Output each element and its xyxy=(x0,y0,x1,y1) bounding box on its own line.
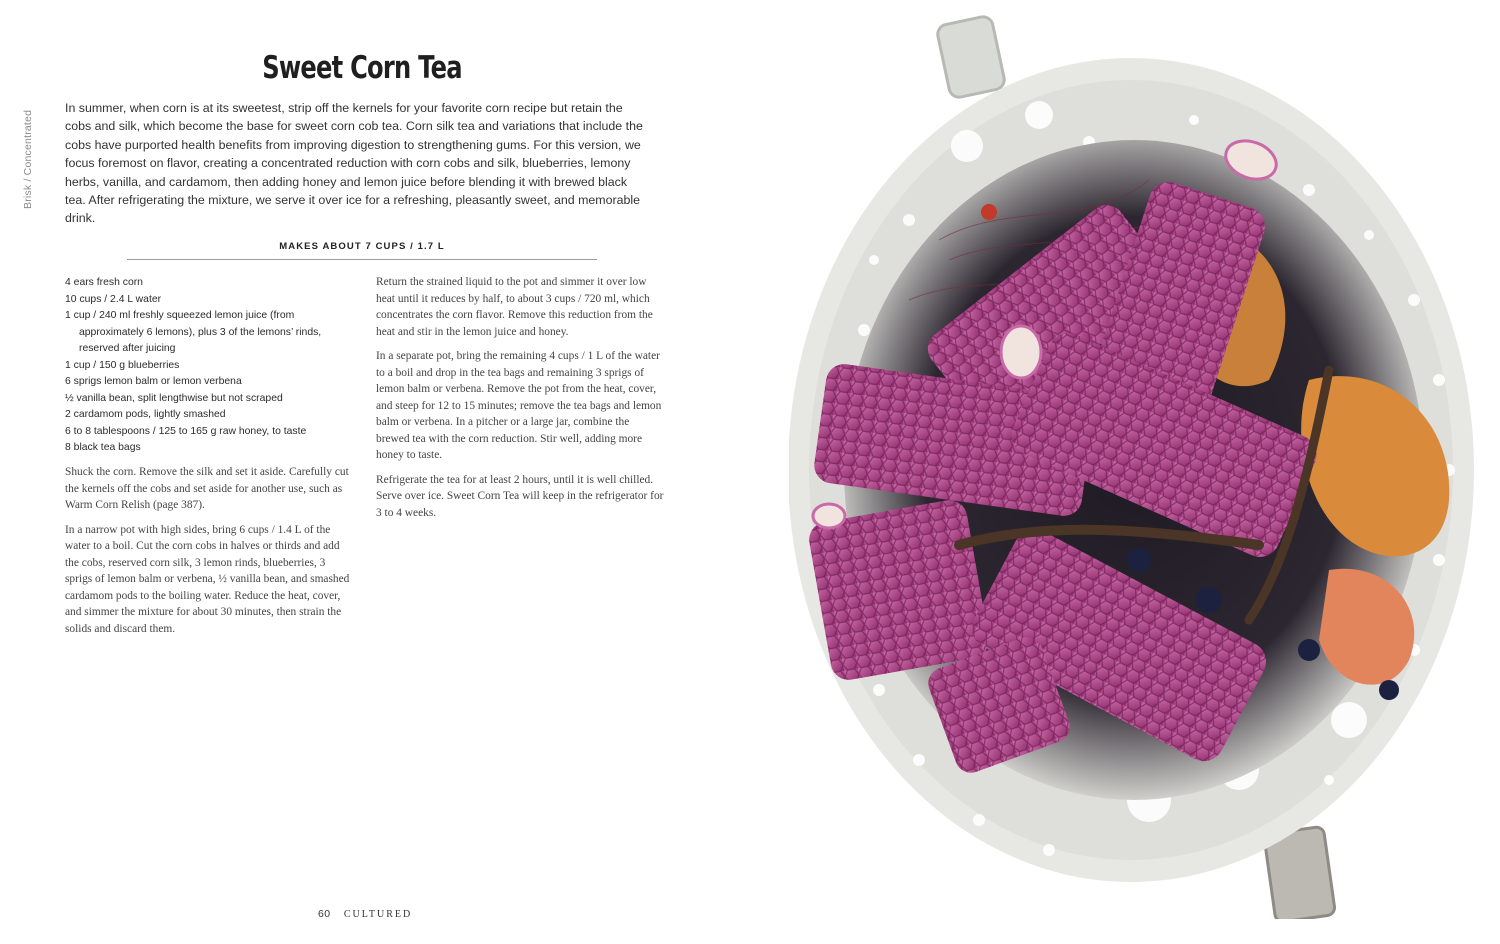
ingredient-list xyxy=(65,275,355,457)
colander-illustration xyxy=(789,0,1500,919)
ingredient-item: 1 cup / 150 g blueberries xyxy=(65,359,180,371)
yield-divider xyxy=(127,259,597,260)
method-column-right xyxy=(376,274,664,529)
ingredient-item: 6 to 8 tablespoons / 125 to 165 g raw honey, to taste xyxy=(65,425,307,437)
ingredient-item: 10 cups / 2.4 L water xyxy=(65,293,162,305)
method-step: In a narrow pot with high sides, bring 6 cups / 1.4 L of the water to a boil. Cut the corn cobs in halves or thirds and add the cobs, reserved corn silk, 3 lemon rinds, blueberries, 3 sprigs of lemon balm or verbena, ½ vanilla bean, and smashed cardamom pods to the boiling water. Reduce the heat, cover, and simmer the mixture for about 30 minutes, then strain the solids and discard them. xyxy=(65,523,350,635)
page-footer xyxy=(318,908,412,920)
recipe-photo xyxy=(789,0,1500,919)
ingredient-item: ½ vanilla bean, split lengthwise but not scraped xyxy=(65,392,283,404)
method-step: Refrigerate the tea for at least 2 hours, until it is well chilled. Serve over ice. Sweet Corn Tea will keep in the refrigerator for 3 to 4 weeks. xyxy=(376,473,664,519)
side-tab xyxy=(22,104,36,209)
page-number: 60 xyxy=(318,908,331,920)
method-column-left xyxy=(65,464,355,645)
method-step: Return the strained liquid to the pot and simmer it over low heat until it reduces by half, to about 3 cups / 720 ml, which concentrates the corn flavor. Remove this reduction from the heat and stir in the lemon juice and honey. xyxy=(376,276,653,338)
ingredient-item: 8 black tea bags xyxy=(65,442,141,453)
ingredient-item: 6 sprigs lemon balm or lemon verbena xyxy=(65,376,242,387)
ingredient-item: 1 cup / 240 ml freshly squeezed lemon juice (from approximately 6 lemons), plus 3 of the lemons’ rinds, reserved after juicing xyxy=(65,310,322,354)
recipe-intro: In summer, when corn is at its sweetest, strip off the kernels for your favorite corn recipe but retain the cobs and silk, which become the base for sweet corn cob tea. Corn silk tea and variations that include the cobs have purported health benefits from improving digestion to strengthening gums. For this version, we focus foremost on flavor, creating a concentrated reduction with corn cobs and silk, blueberries, lemony herbs, vanilla, and cardamom, then adding honey and lemon juice before blending it with brewed black tea. After refrigerating the mixture, we serve it over ice for a refreshing, pleasantly sweet, and memorable drink. xyxy=(65,101,643,226)
recipe-yield: MAKES ABOUT 7 CUPS / 1.7 L xyxy=(279,241,445,252)
recipe-title: Sweet Corn Tea xyxy=(262,50,462,86)
side-tab-label: Brisk / Concentrated xyxy=(22,109,34,209)
method-step: In a separate pot, bring the remaining 4 cups / 1 L of the water to a boil and drop in the tea bags and remaining 3 sprigs of lemon balm or verbena. Remove the pot from the heat, cover, and steep for 12 to 15 minutes; remove the tea bags and lemon balm or verbena. In a pitcher or a large jar, combine the brewed tea with the corn reduction. Stir well, adding more honey to taste. xyxy=(376,350,662,461)
ingredient-item: 4 ears fresh corn xyxy=(65,277,143,288)
ingredient-item: 2 cardamom pods, lightly smashed xyxy=(65,409,226,420)
method-step: Shuck the corn. Remove the silk and set it aside. Carefully cut the kernels off the cobs and set aside for another use, such as Warm Corn Relish (page 387). xyxy=(65,466,349,511)
section-name: CULTURED xyxy=(343,909,413,920)
